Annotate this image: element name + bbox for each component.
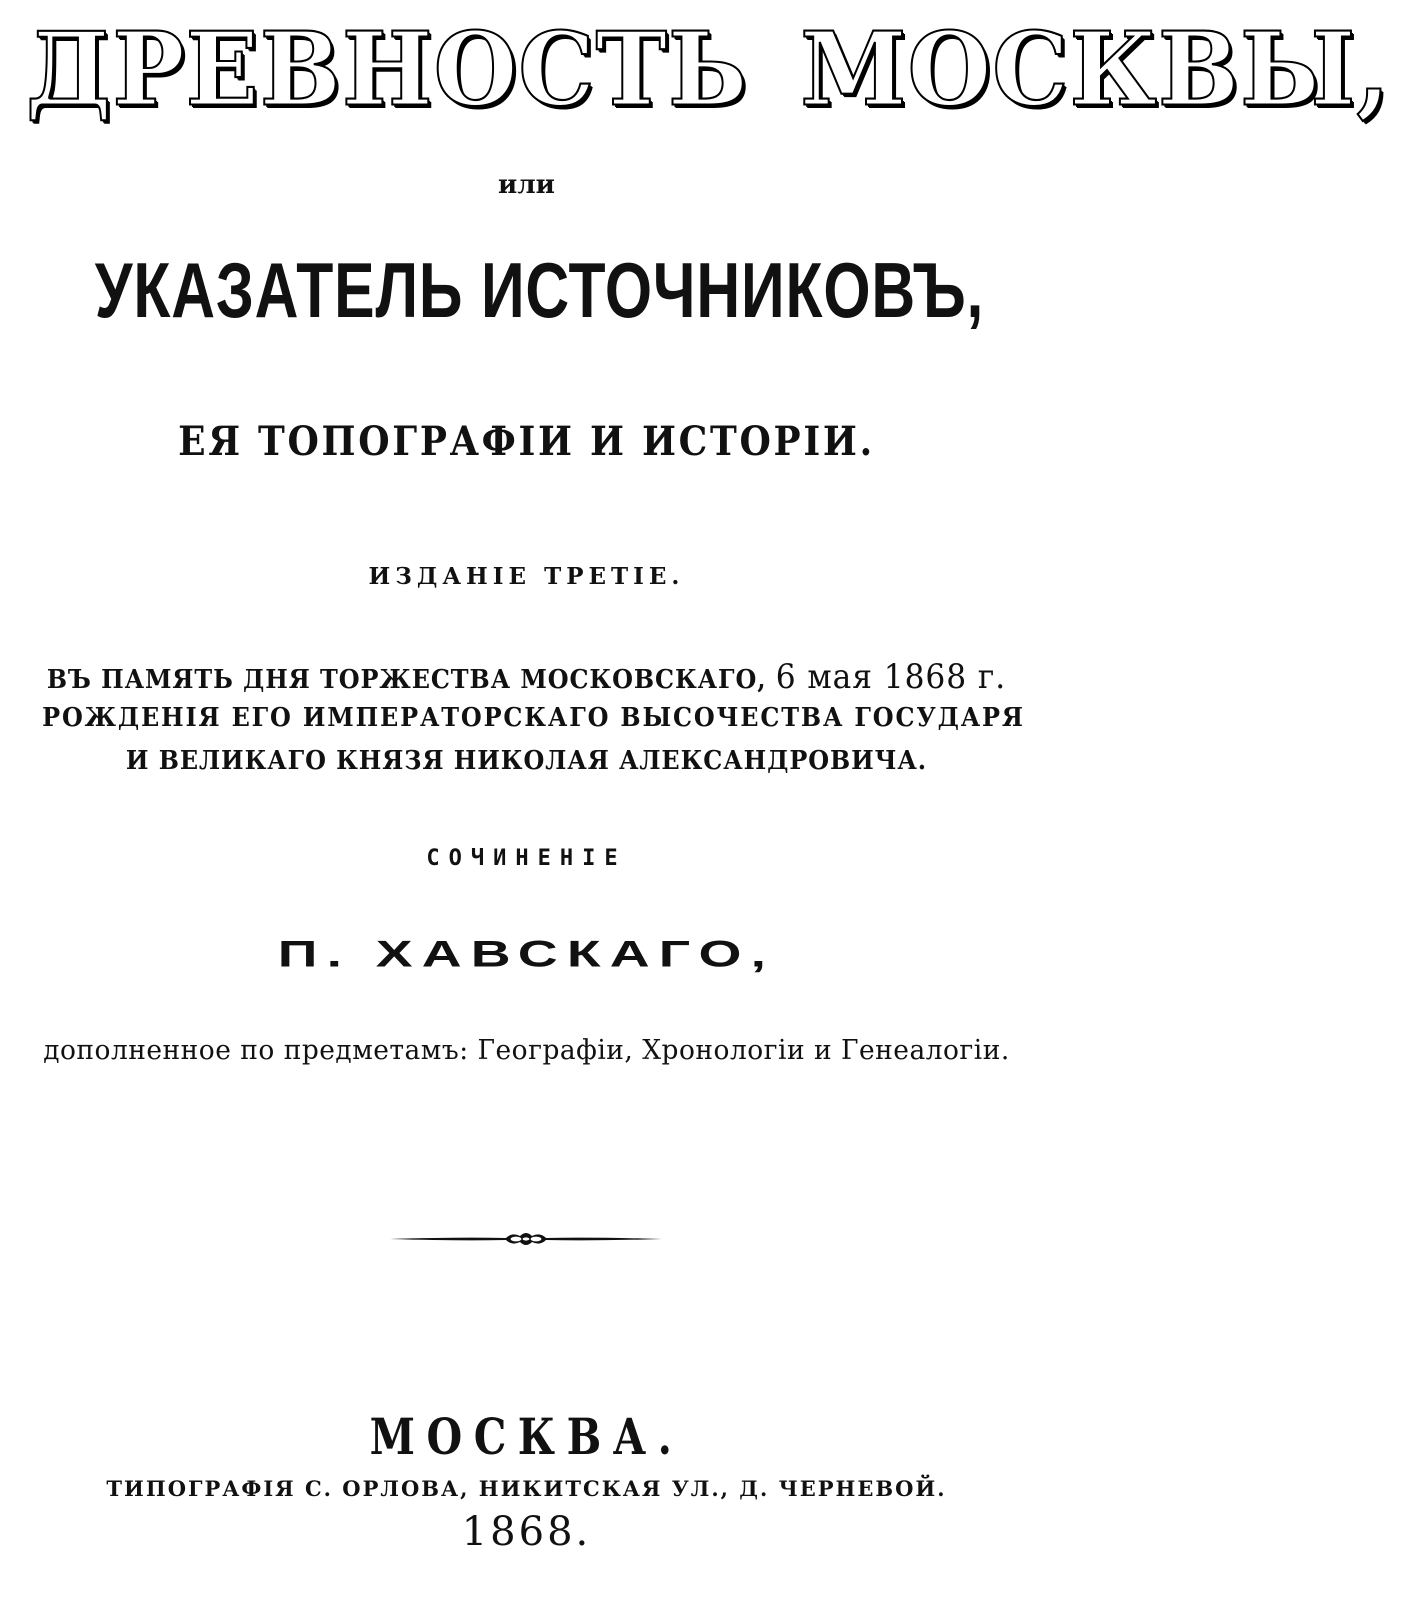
- dedication-line-2: РОЖДЕНІЯ ЕГО ИМПЕРАТОРСКАГО ВЫСОЧЕСТВА ГОСУДАРЯ: [42, 703, 1025, 733]
- subtitle-topic: ЕЯ ТОПОГРАФІИ И ИСТОРІИ.: [178, 418, 875, 465]
- author-name: П. ХАВСКАГО,: [277, 933, 776, 975]
- edition-statement: ИЗДАНІЕ ТРЕТІЕ.: [368, 563, 685, 590]
- dedication-line-3: И ВЕЛИКАГО КНЯЗЯ НИКОЛАЯ АЛЕКСАНДРОВИЧА.: [125, 746, 928, 776]
- title-word-1: ДРЕВНОСТЬ: [26, 10, 749, 129]
- ornamental-rule-icon: [388, 1226, 664, 1252]
- title-word-2: МОСКВЫ,: [800, 10, 1391, 129]
- dedication-line-1: [42, 657, 1011, 697]
- imprint-city: МОСКВА.: [369, 1407, 684, 1466]
- supplement-note: дополненное по предметамъ: Географіи, Хронологіи и Генеалогіи.: [43, 1035, 1010, 1066]
- book-title: [0, 10, 1391, 129]
- dedication-line-1-text: ВЪ ПАМЯТЬ ДНЯ ТОРЖЕСТВА МОСКОВСКАГО,: [46, 665, 767, 695]
- work-label: СОЧИНЕНІЕ: [426, 846, 627, 871]
- imprint-year: 1868.: [461, 1509, 592, 1555]
- subtitle: УКАЗАТЕЛЬ ИСТОЧНИКОВЪ,: [94, 246, 985, 334]
- imprint-printer: ТИПОГРАФІЯ С. ОРЛОВА, НИКИТСКАЯ УЛ., Д. ЧЕРНЕВОЙ.: [106, 1476, 947, 1501]
- title-conjunction: или: [498, 170, 555, 200]
- dedication-date: 6 мая 1868 г.: [775, 657, 1007, 697]
